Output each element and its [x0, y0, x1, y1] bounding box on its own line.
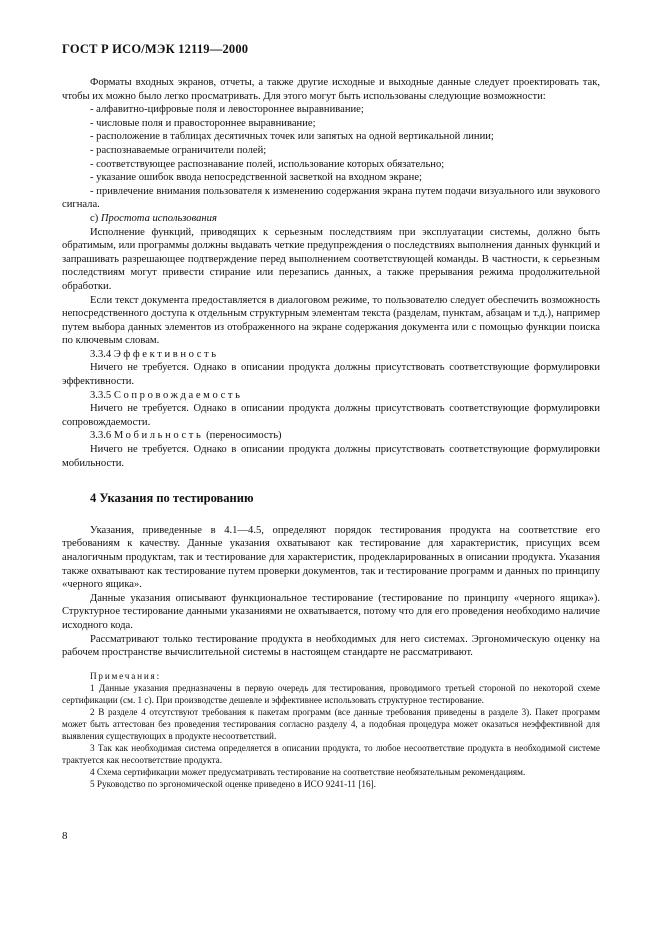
note-item: 2 В разделе 4 отсутствуют требования к пакетам программ (все данные требования приведены в разделе 3). Пакет программ может быть аттестован без проведения тестирования согласно разделу 4, а подобная процедура может оказаться неэффективной для выявления существующих в продукте несоответствий. [62, 706, 600, 741]
paragraph: Ничего не требуется. Однако в описании продукта должны присутствовать соответствующие формулировки сопровождаемости. [62, 403, 600, 428]
list-item: - привлечение внимания пользователя к изменению содержания экрана путем подачи визуального или звукового сигнала. [62, 185, 600, 211]
clause-number: 3.3.4 [90, 348, 112, 360]
paragraph: Данные указания описывают функциональное тестирование (тестирование по принципу «черного ящика»). Структурное тестирование данными указаниями не охватывается, потому что для его проведения необходимо наличие исходного кода. [62, 592, 600, 631]
subclause-heading [62, 212, 600, 226]
clause-heading [62, 389, 600, 403]
clause-title: Эффективность [113, 348, 219, 360]
paragraph: Ничего не требуется. Однако в описании продукта должны присутствовать соответствующие формулировки эффективности. [62, 362, 600, 388]
list-item: - соответствующее распознавание полей, использование которых обязательно; [90, 158, 445, 170]
paragraph: Указания, приведенные в 4.1—4.5, определяют порядок тестирования продукта на соответствие его требованиям к качеству. Данные указания охватывают как тестирование для характеристик, присущих всем аналогичным продуктам, так и тестирование для характеристик, продекларированных в описании продукта. Указания также охватывают как тестирование путем проверки документов, так и тестирование программ и данных по принципу «черного ящика». [62, 524, 600, 591]
note-item: 4 Схема сертификации может предусматривать тестирование на соответствие необязательным рекомендациям. [90, 766, 526, 777]
notes-title: Примечания: [90, 670, 161, 681]
paragraph: Если текст документа предоставляется в диалоговом режиме, то пользователю следует обеспечить возможность непосредственного доступа к отдельным структурным элементам текста (разделам, пунктам, абзацам и т.д.), например путем выбора данных элементов из отображенного на экране содержания документа или с помощью функции поиска по ключевым словам. [62, 294, 600, 347]
clause-heading [62, 429, 600, 443]
note-item: 1 Данные указания предназначены в первую очередь для тестирования, проводимого третьей стороной по некоторой схеме сертификации (см. 1 с). При производстве дешевле и эффективнее использовать структурное тестирование. [62, 682, 600, 705]
document-header: ГОСТ Р ИСО/МЭК 12119—2000 [62, 42, 249, 56]
document-body [62, 76, 600, 790]
paragraph: Ничего не требуется. Однако в описании продукта должны присутствовать соответствующие формулировки мобильности. [62, 444, 600, 469]
paragraph: Рассматривают только тестирование продукта в необходимых для него системах. Эргономическую оценку на рабочем пространстве вычислительной системы в настоящем стандарте не рассматривают. [62, 633, 600, 659]
list-item: - указание ошибок ввода непосредственной засветкой на входном экране; [90, 172, 422, 184]
clause-title: Сопровождаемость [113, 389, 243, 401]
note-item: 3 Так как необходимая система определяется в описании продукта, то любое несоответствие продукта в необходимой системе трактуется как несоответствие продукта. [62, 742, 600, 765]
note-item: 5 Руководство по эргономической оценке приведено в ИСО 9241-11 [16]. [90, 778, 376, 789]
section-heading: 4 Указания по тестированию [90, 491, 254, 506]
paragraph: Форматы входных экранов, отчеты, а также другие исходные и выходные данные следует проектировать так, чтобы их можно было легко просматривать. Для этого могут быть использованы следующие возможности: [62, 77, 600, 102]
clause-title: Мобильность [113, 430, 204, 442]
list-item: - распознаваемые ограничители полей; [90, 144, 267, 156]
clause-heading [62, 348, 600, 362]
clause-number: 3.3.5 [90, 389, 112, 401]
subclause-title: Простота использования [100, 212, 217, 224]
subclause-label: с) [90, 212, 99, 224]
clause-number: 3.3.6 [90, 430, 112, 442]
bullet-list [62, 103, 600, 212]
notes-block [62, 670, 600, 790]
list-item: - числовые поля и правостороннее выравнивание; [90, 117, 316, 129]
paragraph: Исполнение функций, приводящих к серьезным последствиям при эксплуатации системы, должно быть обратимым, или программы должны выдавать четкие предупреждения о последствиях выполнения данных функций и запрашивать разрешающее подтверждение перед выполнением соответствующей команды. В частности, к серьезным последствиям могут привести стирание или перезапись данных, а также прерывания режима продолжительной обработки. [62, 226, 600, 292]
page-number: 8 [62, 830, 68, 842]
list-item: - расположение в таблицах десятичных точек или запятых на одной вертикальной линии; [90, 131, 494, 143]
list-item: - алфавитно-цифровые поля и левостороннее выравнивание; [90, 104, 364, 116]
clause-suffix: (переносимость) [206, 430, 282, 442]
